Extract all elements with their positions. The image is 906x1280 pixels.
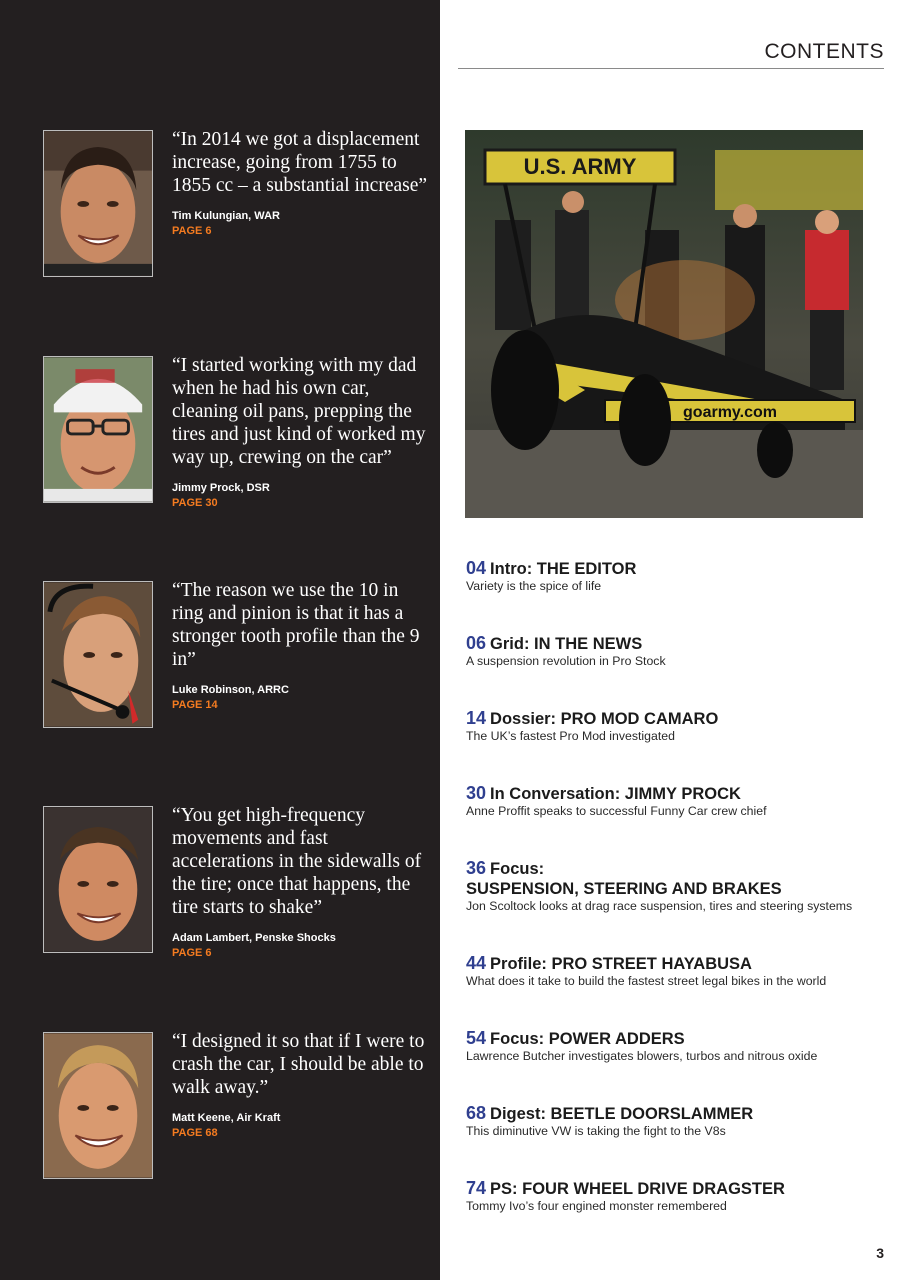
quote-text [172,354,434,511]
toc-page-number: 06 [466,633,487,653]
portrait-matt-keene [44,1033,152,1178]
toc-entry[interactable] [466,558,886,594]
toc-title: Profile: PRO STREET HAYABUSA [490,955,752,973]
toc-description: Variety is the spice of life [466,579,602,593]
quote-text [172,804,434,961]
quote-body: “You get high-frequency movements and fast accelerations in the sidewalls of the tire; once that happens, the tire starts to shake” [172,805,422,918]
portrait-adam-lambert [44,807,152,952]
toc-description: A suspension revolution in Pro Stock [466,654,666,668]
quote-text [172,579,434,713]
toc-description: What does it take to build the fastest street legal bikes in the world [466,974,827,988]
quote-author: Tim Kulungian, WAR [172,210,280,222]
quote-body: “I started working with my dad when he had his own car, cleaning oil pans, prepping the tires and just kind of worked my way up, crewing on the car” [172,355,426,468]
quote-body: “The reason we use the 10 in ring and pinion is that it has a stronger tooth profile than the 9 in” [172,580,420,670]
toc-entry[interactable] [466,633,886,669]
page-title: CONTENTS [764,40,884,63]
toc-page-number: 14 [466,708,487,728]
portrait-photo [43,581,153,728]
quote-text [172,128,434,239]
toc-heading [466,1028,886,1049]
toc-heading [466,708,886,729]
portrait-photo [43,1032,153,1179]
hero-photo [465,130,863,518]
toc-entry[interactable] [466,1178,886,1214]
quote-page-link[interactable]: PAGE 30 [172,497,218,509]
toc-entry[interactable] [466,708,886,744]
toc-title-continued: SUSPENSION, STEERING AND BRAKES [466,880,782,898]
toc-title: Focus: POWER ADDERS [490,1030,685,1048]
toc-entry[interactable] [466,1103,886,1139]
toc-page-number: 44 [466,953,487,973]
quote-author: Matt Keene, Air Kraft [172,1112,281,1124]
quotes-panel [0,0,440,1280]
portrait-tim-kulungian [44,131,152,276]
toc-heading [466,1178,886,1199]
toc-page-number: 04 [466,558,487,578]
toc-heading [466,953,886,974]
quote-page-link[interactable]: PAGE 14 [172,699,218,711]
toc-description: Jon Scoltock looks at drag race suspension, tires and steering systems [466,899,853,913]
toc-description: Tommy Ivo’s four engined monster remembered [466,1199,727,1213]
portrait-jimmy-prock [44,357,152,502]
toc-entry[interactable] [466,783,886,819]
quote-page-link[interactable]: PAGE 6 [172,947,212,959]
portrait-photo [43,356,153,503]
toc-heading [466,633,886,654]
toc-title: Digest: BEETLE DOORSLAMMER [490,1105,754,1123]
toc-heading [466,858,886,879]
toc-page-number: 30 [466,783,487,803]
wing-sponsor-text: goarmy.com [683,404,777,421]
toc-description: Lawrence Butcher investigates blowers, turbos and nitrous oxide [466,1049,818,1063]
toc-page-number: 36 [466,858,487,878]
quote-page-link[interactable]: PAGE 68 [172,1127,218,1139]
toc-title: Focus: [490,860,545,878]
folio-page-number: 3 [876,1245,884,1261]
toc-title: Intro: THE EDITOR [490,560,637,578]
quote-body: “In 2014 we got a displacement increase, going from 1755 to 1855 cc – a substantial increase” [172,129,428,196]
quote-author: Jimmy Prock, DSR [172,482,270,494]
toc-title: PS: FOUR WHEEL DRIVE DRAGSTER [490,1180,785,1198]
toc-page-number: 74 [466,1178,487,1198]
portrait-luke-robinson [44,582,152,727]
toc-heading [466,783,886,804]
toc-description: Anne Proffit speaks to successful Funny Car crew chief [466,804,767,818]
toc-description: The UK’s fastest Pro Mod investigated [466,729,675,743]
quote-text [172,1030,434,1141]
toc-title: Dossier: PRO MOD CAMARO [490,710,719,728]
toc-entry[interactable] [466,1028,886,1064]
quote-page-link[interactable]: PAGE 6 [172,225,212,237]
wing-banner-text: U.S. ARMY [523,154,637,179]
toc-title: In Conversation: JIMMY PROCK [490,785,741,803]
toc-entry[interactable] [466,858,886,914]
toc-heading [466,1103,886,1124]
toc-page-number: 68 [466,1103,487,1123]
toc-heading [466,558,886,579]
toc-title: Grid: IN THE NEWS [490,635,643,653]
toc-description: This diminutive VW is taking the fight to the V8s [466,1124,726,1138]
toc-page-number: 54 [466,1028,487,1048]
quote-author: Luke Robinson, ARRC [172,684,289,696]
portrait-photo [43,806,153,953]
quote-body: “I designed it so that if I were to crash the car, I should be able to walk away.” [172,1031,425,1098]
toc-entry[interactable] [466,953,886,989]
title-divider [458,68,884,69]
quote-author: Adam Lambert, Penske Shocks [172,932,336,944]
portrait-photo [43,130,153,277]
dragster-photo [465,130,863,518]
